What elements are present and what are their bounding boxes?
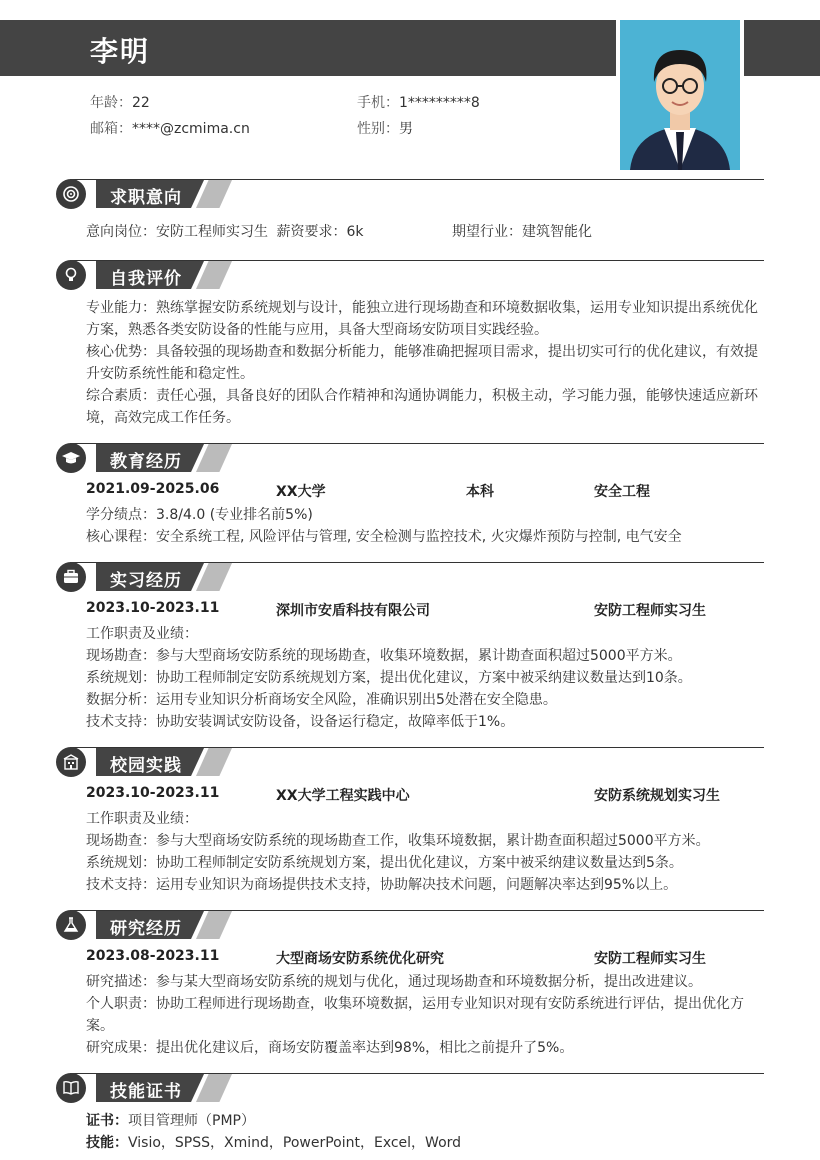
campus-detail: 系统规划：协助工程师制定安防系统规划方案，提出优化建议，方案中被采纳建议数量达到5条。 bbox=[86, 855, 683, 871]
campus-detail: 工作职责及业绩： bbox=[86, 811, 198, 827]
internship-detail: 系统规划：协助工程师制定安防系统规划方案，提出优化建议，方案中被采纳建议数量达到10条。 bbox=[86, 670, 692, 686]
internship-detail: 现场勘查：参与大型商场安防系统的现场勘查，收集环境数据，累计勘查面积超过5000平方米。 bbox=[86, 648, 682, 664]
graduation-cap-icon bbox=[56, 443, 86, 473]
section-title-internship: 实习经历 bbox=[96, 563, 236, 591]
internship-detail: 技术支持：协助安装调试安防设备，设备运行稳定，故障率低于1%。 bbox=[86, 714, 515, 730]
skills-row: 技能：Visio，SPSS，Xmind，PowerPoint，Excel，Word bbox=[86, 1135, 462, 1151]
self-eval-item: 专业能力：熟练掌握安防系统规划与设计，能独立进行现场勘查和环境数据收集，运用专业知识提出系统优化方案，熟悉各类安防设备的性能与应用，具备大型商场安防项目实践经验。 bbox=[86, 300, 758, 338]
target-icon bbox=[56, 179, 86, 209]
research-header: 2023.08-2023.11 大型商场安防系统优化研究 安防工程师实习生 bbox=[86, 948, 706, 967]
internship-detail: 工作职责及业绩： bbox=[86, 626, 198, 642]
self-eval-item: 核心优势：具备较强的现场勘查和数据分析能力，能够准确把握项目需求，提出切实可行的优化建议，有效提升安防系统性能和稳定性。 bbox=[86, 344, 758, 382]
education-detail: 学分绩点：3.8/4.0 (专业排名前5%) bbox=[86, 507, 313, 523]
phone-field: 手机：1*********8 bbox=[357, 95, 480, 111]
email-field: 邮箱：****@zcmima.cn bbox=[90, 121, 250, 137]
research-detail: 研究成果：提出优化建议后，商场安防覆盖率达到98%，相比之前提升了5%。 bbox=[86, 1040, 574, 1056]
campus-header: 2023.10-2023.11 XX大学工程实践中心 安防系统规划实习生 bbox=[86, 785, 720, 804]
campus-detail: 现场勘查：参与大型商场安防系统的现场勘查工作，收集环境数据，累计勘查面积超过5000平方米。 bbox=[86, 833, 710, 849]
section-title-research: 研究经历 bbox=[96, 911, 236, 939]
research-detail: 研究描述：参与某大型商场安防系统的规划与优化，通过现场勘查和环境数据分析，提出改进建议。 bbox=[86, 974, 702, 990]
intent-row: 意向岗位：安防工程师实习生 薪资要求：6k 期望行业：建筑智能化 bbox=[86, 224, 592, 240]
section-title-campus: 校园实践 bbox=[96, 748, 236, 776]
gender-field: 性别：男 bbox=[357, 121, 413, 137]
flask-icon bbox=[56, 910, 86, 940]
internship-header: 2023.10-2023.11 深圳市安盾科技有限公司 安防工程师实习生 bbox=[86, 600, 706, 619]
header-bar-accent bbox=[744, 20, 820, 76]
certificate-row: 证书：项目管理师（PMP） bbox=[86, 1113, 255, 1129]
briefcase-icon bbox=[56, 562, 86, 592]
research-detail: 个人职责：协助工程师进行现场勘查，收集环境数据，运用专业知识对现有安防系统进行评估，提出优化方案。 bbox=[86, 996, 744, 1034]
internship-detail: 数据分析：运用专业知识分析商场安全风险，准确识别出5处潜在安全隐患。 bbox=[86, 692, 557, 708]
section-title-self-eval: 自我评价 bbox=[96, 261, 236, 289]
campus-detail: 技术支持：运用专业知识为商场提供技术支持，协助解决技术问题，问题解决率达到95%以上。 bbox=[86, 877, 678, 893]
bulb-icon bbox=[56, 260, 86, 290]
age-field: 年龄：22 bbox=[90, 95, 150, 111]
candidate-name: 李明 bbox=[90, 35, 151, 68]
education-detail: 核心课程：安全系统工程, 风险评估与管理, 安全检测与监控技术, 火灾爆炸预防与控制, 电气安全 bbox=[86, 529, 682, 545]
building-icon bbox=[56, 747, 86, 777]
book-icon bbox=[56, 1073, 86, 1103]
section-title-education: 教育经历 bbox=[96, 444, 236, 472]
education-header: 2021.09-2025.06 XX大学 本科 安全工程 bbox=[86, 481, 650, 500]
self-eval-item: 综合素质：责任心强，具备良好的团队合作精神和沟通协调能力，积极主动，学习能力强，能够快速适应新环境，高效完成工作任务。 bbox=[86, 388, 758, 426]
profile-photo bbox=[620, 20, 740, 170]
section-title-skills: 技能证书 bbox=[96, 1074, 236, 1102]
section-title-intent: 求职意向 bbox=[96, 180, 236, 208]
